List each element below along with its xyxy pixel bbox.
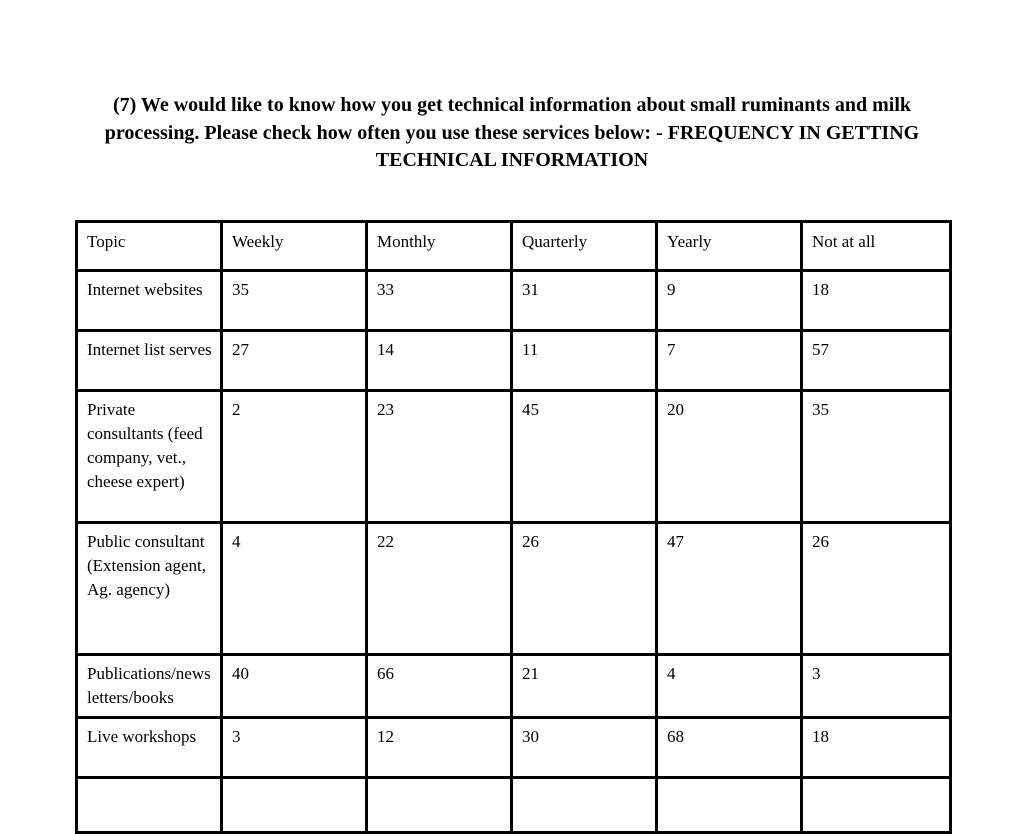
yearly-cell: 20 xyxy=(657,391,802,523)
header-cell-monthly: Monthly xyxy=(367,222,512,271)
quarterly-cell: 21 xyxy=(512,655,657,718)
topic-cell: Private consultants (feed company, vet., cheese expert) xyxy=(77,391,222,523)
topic-cell: Live workshops xyxy=(77,718,222,778)
table-row xyxy=(77,523,951,655)
frequency-table xyxy=(75,220,952,834)
header-cell-weekly: Weekly xyxy=(222,222,367,271)
yearly-cell: 68 xyxy=(657,718,802,778)
monthly-cell: 33 xyxy=(367,271,512,331)
quarterly-cell: 45 xyxy=(512,391,657,523)
topic-cell: Internet websites xyxy=(77,271,222,331)
table-row xyxy=(77,718,951,778)
not-at-all-cell: 18 xyxy=(802,718,951,778)
empty-cell xyxy=(222,778,367,833)
table-row xyxy=(77,655,951,718)
table-row xyxy=(77,331,951,391)
monthly-cell: 12 xyxy=(367,718,512,778)
table-header-row xyxy=(77,222,951,271)
topic-cell: Publications/newsletters/books xyxy=(77,655,222,718)
weekly-cell: 2 xyxy=(222,391,367,523)
weekly-cell: 40 xyxy=(222,655,367,718)
table-row xyxy=(77,391,951,523)
monthly-cell: 22 xyxy=(367,523,512,655)
header-cell-topic: Topic xyxy=(77,222,222,271)
frequency-table-container xyxy=(75,220,949,834)
not-at-all-cell: 3 xyxy=(802,655,951,718)
topic-cell: Public consultant (Extension agent, Ag. agency) xyxy=(77,523,222,655)
yearly-cell: 4 xyxy=(657,655,802,718)
yearly-cell: 7 xyxy=(657,331,802,391)
quarterly-cell: 11 xyxy=(512,331,657,391)
weekly-cell: 3 xyxy=(222,718,367,778)
not-at-all-cell: 35 xyxy=(802,391,951,523)
empty-cell xyxy=(657,778,802,833)
quarterly-cell: 30 xyxy=(512,718,657,778)
weekly-cell: 27 xyxy=(222,331,367,391)
page-title: (7) We would like to know how you get technical information about small ruminants and milk processing. Please check how often you use these services below: - FREQUENCY IN GETTING TECHNICAL INFORMATION xyxy=(104,94,920,171)
empty-cell xyxy=(512,778,657,833)
monthly-cell: 23 xyxy=(367,391,512,523)
empty-cell xyxy=(367,778,512,833)
table-row xyxy=(77,778,951,833)
empty-cell xyxy=(77,778,222,833)
weekly-cell: 35 xyxy=(222,271,367,331)
header-cell-not-at-all: Not at all xyxy=(802,222,951,271)
not-at-all-cell: 26 xyxy=(802,523,951,655)
quarterly-cell: 26 xyxy=(512,523,657,655)
not-at-all-cell: 57 xyxy=(802,331,951,391)
not-at-all-cell: 18 xyxy=(802,271,951,331)
header-cell-yearly: Yearly xyxy=(657,222,802,271)
topic-cell: Internet list serves xyxy=(77,331,222,391)
yearly-cell: 9 xyxy=(657,271,802,331)
weekly-cell: 4 xyxy=(222,523,367,655)
yearly-cell: 47 xyxy=(657,523,802,655)
table-row xyxy=(77,271,951,331)
quarterly-cell: 31 xyxy=(512,271,657,331)
header-cell-quarterly: Quarterly xyxy=(512,222,657,271)
monthly-cell: 14 xyxy=(367,331,512,391)
empty-cell xyxy=(802,778,951,833)
monthly-cell: 66 xyxy=(367,655,512,718)
